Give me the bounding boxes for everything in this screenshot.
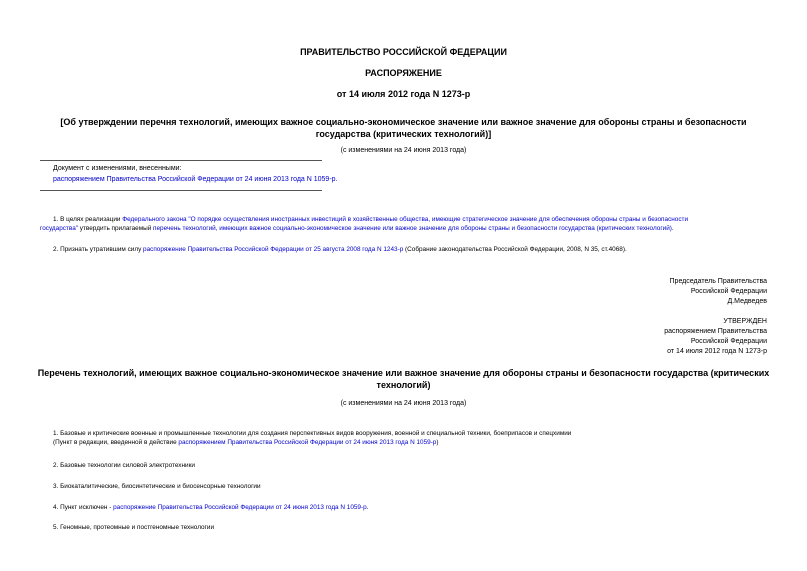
list-item-4: 4. Пункт исключен - распоряжение Правительства Российской Федерации от 24 июня 2013 года N 1059-р. <box>53 504 369 511</box>
divider-top <box>40 160 322 161</box>
divider-bottom <box>40 190 322 191</box>
paragraph-2: 2. Признать утратившим силу распоряжение Правительства Российской Федерации от 25 августа 2008 года N 1243-р (Собрание законодательства Российской Федерации, 2008, N 35, ст.4068). <box>53 246 627 253</box>
approved-heading: УТВЕРЖДЕН <box>723 318 767 325</box>
changes-link[interactable]: распоряжением Правительства Российской Федерации от 24 июня 2013 года N 1059-р. <box>53 176 338 183</box>
signature-line2: Российской Федерации <box>690 288 767 295</box>
approved-date: от 14 июля 2012 года N 1273-р <box>667 348 767 355</box>
repealed-order-link[interactable]: распоряжение Правительства Российской Федерации от 25 августа 2008 года N 1243-р <box>143 246 404 253</box>
list-title-line2: технологий) <box>376 380 431 390</box>
list-item-3: 3. Биокаталитические, биосинтетические и биосенсорные технологии <box>53 483 261 490</box>
document-date-number: от 14 июля 2012 года N 1273-р <box>336 89 471 99</box>
list-item-1: 1. Базовые и критические военные и промышленные технологии для создания перспективных видов вооружения, военной и специальной техники, боеприпасов и спецхимии <box>53 430 572 437</box>
approved-line3: Российской Федерации <box>690 338 767 345</box>
document-title-line2: государства (критических технологий)] <box>315 129 492 139</box>
amendment-note: (с изменениями на 24 июня 2013 года) <box>340 147 467 154</box>
government-heading: ПРАВИТЕЛЬСТВО РОССИЙСКОЙ ФЕДЕРАЦИИ <box>300 47 507 57</box>
paragraph-1: 1. В целях реализации Федерального закона "О порядке осуществления иностранных инвестиций в хозяйственные общества, имеющие стратегическое значение для обеспечения обороны страны и безопасности государства" утвердить прилагаемый перечень технологий, имеющих важное социально-экономическое значение или важное значение для обороны страны и безопасности государства (критических технологий). <box>40 216 689 232</box>
approved-line2: распоряжением Правительства <box>664 328 767 335</box>
signature-line1: Председатель Правительства <box>669 278 767 285</box>
list-item-2: 2. Базовые технологии силовой электротехники <box>53 462 195 469</box>
list-amendment-note: (с изменениями на 24 июня 2013 года) <box>340 400 467 407</box>
signature-name: Д.Медведев <box>727 298 767 305</box>
document-title-line1: [Об утверждении перечня технологий, имеющих важное социально-экономическое значение или важное значение для обороны страны и безопасности <box>60 117 747 127</box>
list-title-line1: Перечень технологий, имеющих важное социально-экономическое значение или важное значение для обороны страны и безопасности государства (критических <box>37 368 770 378</box>
technology-list-link[interactable]: перечень технологий, имеющих важное социально-экономическое значение или важное значение для обороны страны и безопасности государства (критических технологий) <box>153 225 672 232</box>
federal-law-link-cont[interactable]: государства" <box>40 225 79 232</box>
federal-law-link[interactable]: Федерального закона "О порядке осуществления иностранных инвестиций в хозяйственные общества, имеющие стратегическое значение для обеспечения обороны страны и безопасности <box>122 216 689 223</box>
item4-exclusion-link[interactable]: распоряжение Правительства Российской Федерации от 24 июня 2013 года N 1059-р <box>113 504 367 511</box>
document-type: РАСПОРЯЖЕНИЕ <box>365 68 442 78</box>
list-item-1-note: (Пункт в редакции, введенной в действие распоряжением Правительства Российской Федерации от 24 июня 2013 года N 1059-р) <box>53 439 439 446</box>
item1-amendment-link[interactable]: распоряжением Правительства Российской Федерации от 24 июня 2013 года N 1059-р <box>178 439 437 446</box>
list-item-5: 5. Геномные, протеомные и постгеномные технологии <box>53 524 215 531</box>
changes-label: Документ с изменениями, внесенными: <box>53 165 182 172</box>
